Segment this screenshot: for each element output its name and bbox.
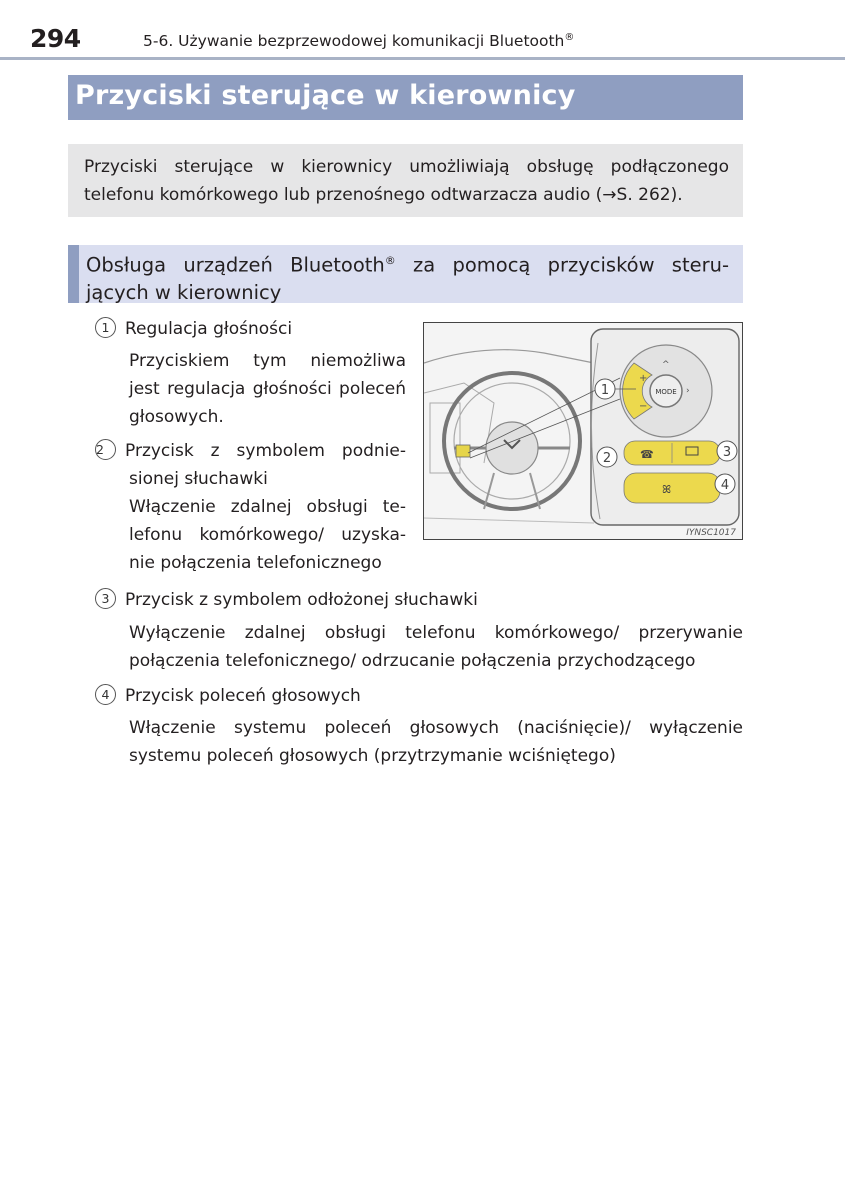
item-2-title-text: Przycisk z symbolem podnie- [125,441,406,461]
callout-4: 4 [720,478,730,493]
header-rule [0,57,845,60]
item-1-title-text: Regulacja głośności [125,319,293,339]
item-2-number: 2 [95,439,116,460]
item-2-title [95,437,406,493]
subsection-text-a: Obsługa urządzeń Bluetooth [86,253,385,277]
item-4-description [129,714,743,770]
steering-wheel-illustration [424,323,742,539]
item-2-desc-line: lefonu komórkowego/ uzyska- [129,525,406,545]
item-3-title [95,586,478,614]
item-1-desc-line: Przyciskiem tym niemożliwa [129,351,406,371]
item-3-desc-line: Wyłączenie zdalnej obsługi telefonu komórkowego/ przerywanie [129,623,743,643]
item-3-number: 3 [95,588,116,609]
item-3-desc-line: połączenia telefonicznego/ odrzucanie połączenia przychodzącego [129,651,696,671]
svg-text:ꕤ: ꕤ [662,483,672,496]
intro-box [68,144,743,217]
running-header-text: 5-6. Używanie bezprzewodowej komunikacji Bluetooth [143,32,565,51]
item-2-description [129,493,406,577]
item-4-title-text: Przycisk poleceń głosowych [125,686,361,706]
section-title: Przyciski sterujące w kierownicy [68,75,743,120]
item-2-desc-line: nie połączenia telefonicznego [129,553,382,573]
subsection-line-2: jących w kierownicy [86,280,282,304]
item-1-title [95,315,292,343]
intro-line-2: telefonu komórkowego lub przenośnego odtwarzacza audio (→S. 262). [84,185,683,205]
subsection-heading [68,245,743,303]
svg-text:^: ^ [662,360,670,370]
subsection-reg-mark: ® [384,254,396,267]
svg-text:☎: ☎ [640,448,654,461]
item-2-title-line: sionej słuchawki [129,469,268,489]
subsection-line-1 [86,247,729,279]
item-3-description [129,619,743,675]
item-2-desc-line: Włączenie zdalnej obsługi te- [129,497,406,517]
intro-line-1: Przyciski sterujące w kierownicy umożliwiają obsługę podłączonego [84,157,729,177]
item-4-desc-line: Włączenie systemu poleceń głosowych (naciśnięcie)/ wyłączenie [129,718,743,738]
registered-mark: ® [564,32,575,43]
svg-text:›: › [686,386,690,396]
item-4-desc-line: systemu poleceń głosowych (przytrzymanie wciśniętego) [129,746,616,766]
svg-text:−: − [639,401,648,412]
mode-label: MODE [655,388,677,396]
figure-code: IYNSC1017 [686,528,736,538]
callout-3: 3 [722,445,732,460]
item-2-title-line [95,437,406,465]
item-4-title [95,682,361,710]
subsection-text-b: za pomocą przycisków steru- [395,253,729,277]
item-1-desc-line: głosowych. [129,407,224,427]
callout-1: 1 [600,383,610,398]
callout-2: 2 [602,451,612,466]
page-number: 294 [30,24,81,53]
item-1-description [129,347,406,431]
svg-text:+: + [639,373,648,384]
running-header [143,32,574,50]
item-1-number: 1 [95,317,116,338]
item-3-title-text: Przycisk z symbolem odłożonej słuchawki [125,590,478,610]
item-1-desc-line: jest regulacja głośności poleceń [129,379,406,399]
steering-wheel-figure [423,322,743,540]
item-4-number: 4 [95,684,116,705]
